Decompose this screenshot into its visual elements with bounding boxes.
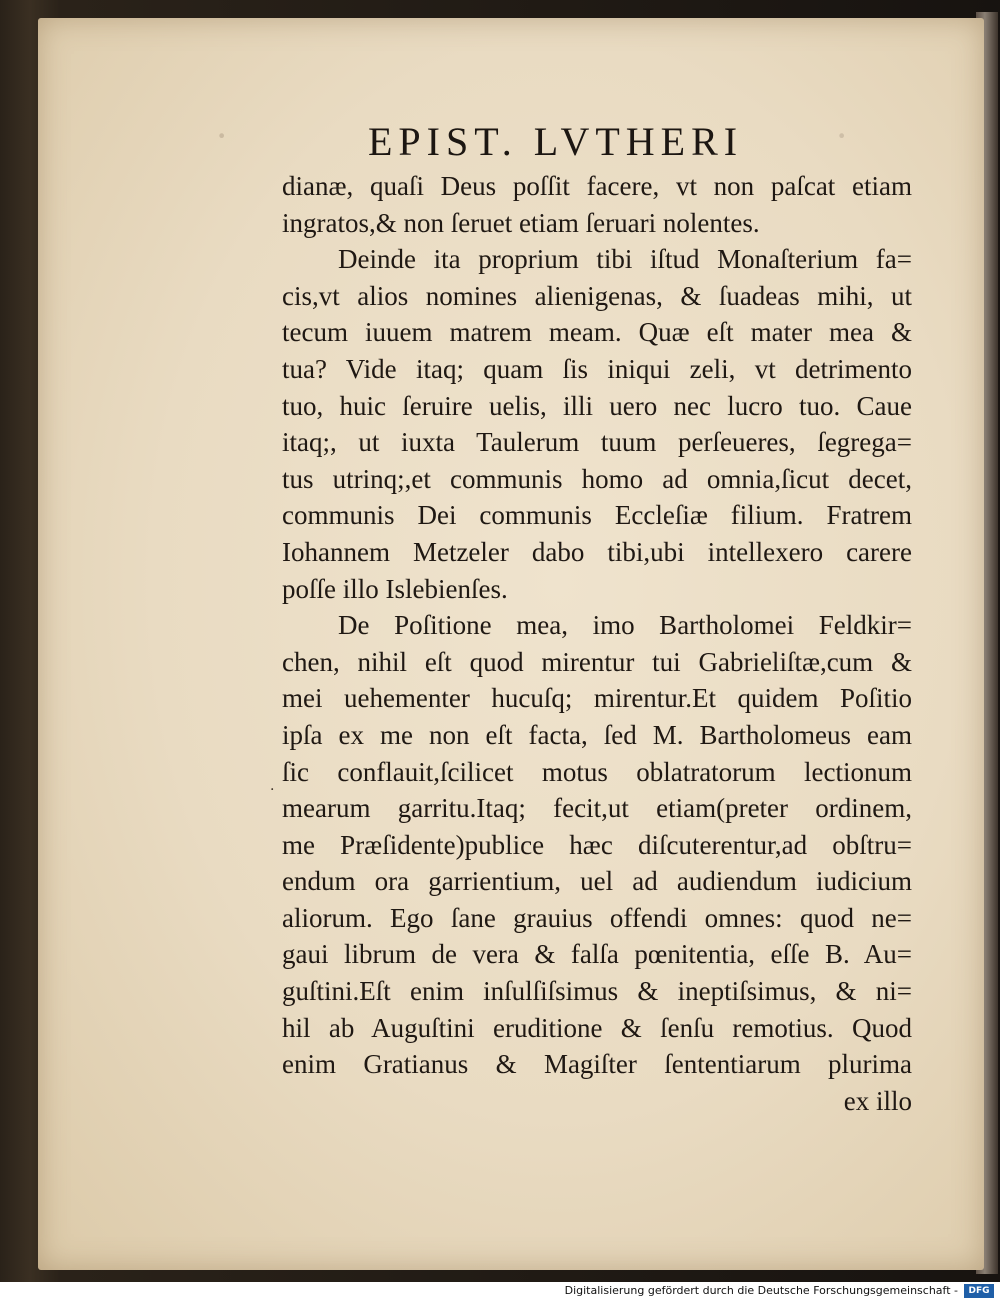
text-line: De Poſitione mea, imo Bartholomei Feldkir= [338, 610, 912, 641]
text-line: communis Dei communis Eccleſiæ filium. Fratrem [282, 500, 912, 531]
text-line: aliorum. Ego ſane grauius offendi omnes: quod ne= [282, 902, 912, 933]
text-line: endum ora garrientium, uel ad audiendum iudicium [282, 866, 912, 897]
text-line: mei uehementer hucuſq; mirentur.Et quidem Poſitio [282, 683, 912, 714]
text-line: chen, nihil eſt quod mirentur tui Gabrieliſtæ,cum & [282, 646, 912, 677]
text-line: tus utrinq;,et communis homo ad omnia,ſicut decet, [282, 463, 912, 494]
show-through-right: · [835, 113, 849, 158]
text-line: Iohannem Metzeler dabo tibi,ubi intellexero carere [282, 536, 912, 567]
text-line: dianæ, quaſi Deus poſſit facere, vt non paſcat etiam [282, 171, 912, 201]
text-line: ſic conflauit,ſcilicet motus oblatratorum lectionum [282, 756, 912, 787]
catchword: ex illo [843, 1085, 912, 1116]
text-line: ingratos,& non ſeruet etiam ſeruari nolentes. [282, 207, 760, 238]
text-line: Deinde ita proprium tibi iſtud Monaſterium fa= [338, 244, 912, 275]
text-line: guſtini.Eſt enim inſulſiſsimus & ineptiſsimus, & ni= [282, 976, 912, 1007]
text-line: mearum garritu.Itaq; fecit,ut etiam(preter ordinem, [282, 793, 912, 824]
text-line: cis,vt alios nomines alienigenas, & ſuadeas mihi, ut [282, 280, 912, 311]
text-line: enim Gratianus & Magiſter ſententiarum plurima [282, 1049, 912, 1080]
text-line: gaui librum de vera & falſa pœnitentia, eſſe B. Au= [282, 939, 912, 970]
text-line: tua? Vide itaq; quam ſis iniqui zeli, vt detrimento [282, 353, 912, 384]
text-line: ipſa ex me non eſt facta, ſed M. Bartholomeus eam [282, 719, 912, 750]
text-line: itaq;, ut iuxta Taulerum tuum perſeueres, ſegrega= [282, 427, 912, 458]
show-through-left: · [215, 113, 229, 158]
footer-credit: Digitalisierung gefördert durch die Deutsche Forschungsgemeinschaft - [564, 1284, 958, 1297]
body-text [282, 168, 912, 1119]
running-head: EPIST. LVTHERI [368, 119, 744, 164]
text-line: tecum iuuem matrem meam. Quæ eſt mater mea & [282, 317, 912, 348]
text-line: hil ab Auguſtini eruditione & ſenſu remotius. Quod [282, 1012, 912, 1043]
margin-mark: · [270, 782, 275, 798]
text-line: poſſe illo Islebienſes. [282, 573, 508, 604]
text-line: tuo, huic ſeruire uelis, illi uero nec lucro tuo. Caue [282, 390, 912, 421]
dfg-logo: DFG [964, 1284, 994, 1298]
text-line: me Præſidente)publice hæc diſcuterentur,ad obſtru= [282, 829, 912, 860]
